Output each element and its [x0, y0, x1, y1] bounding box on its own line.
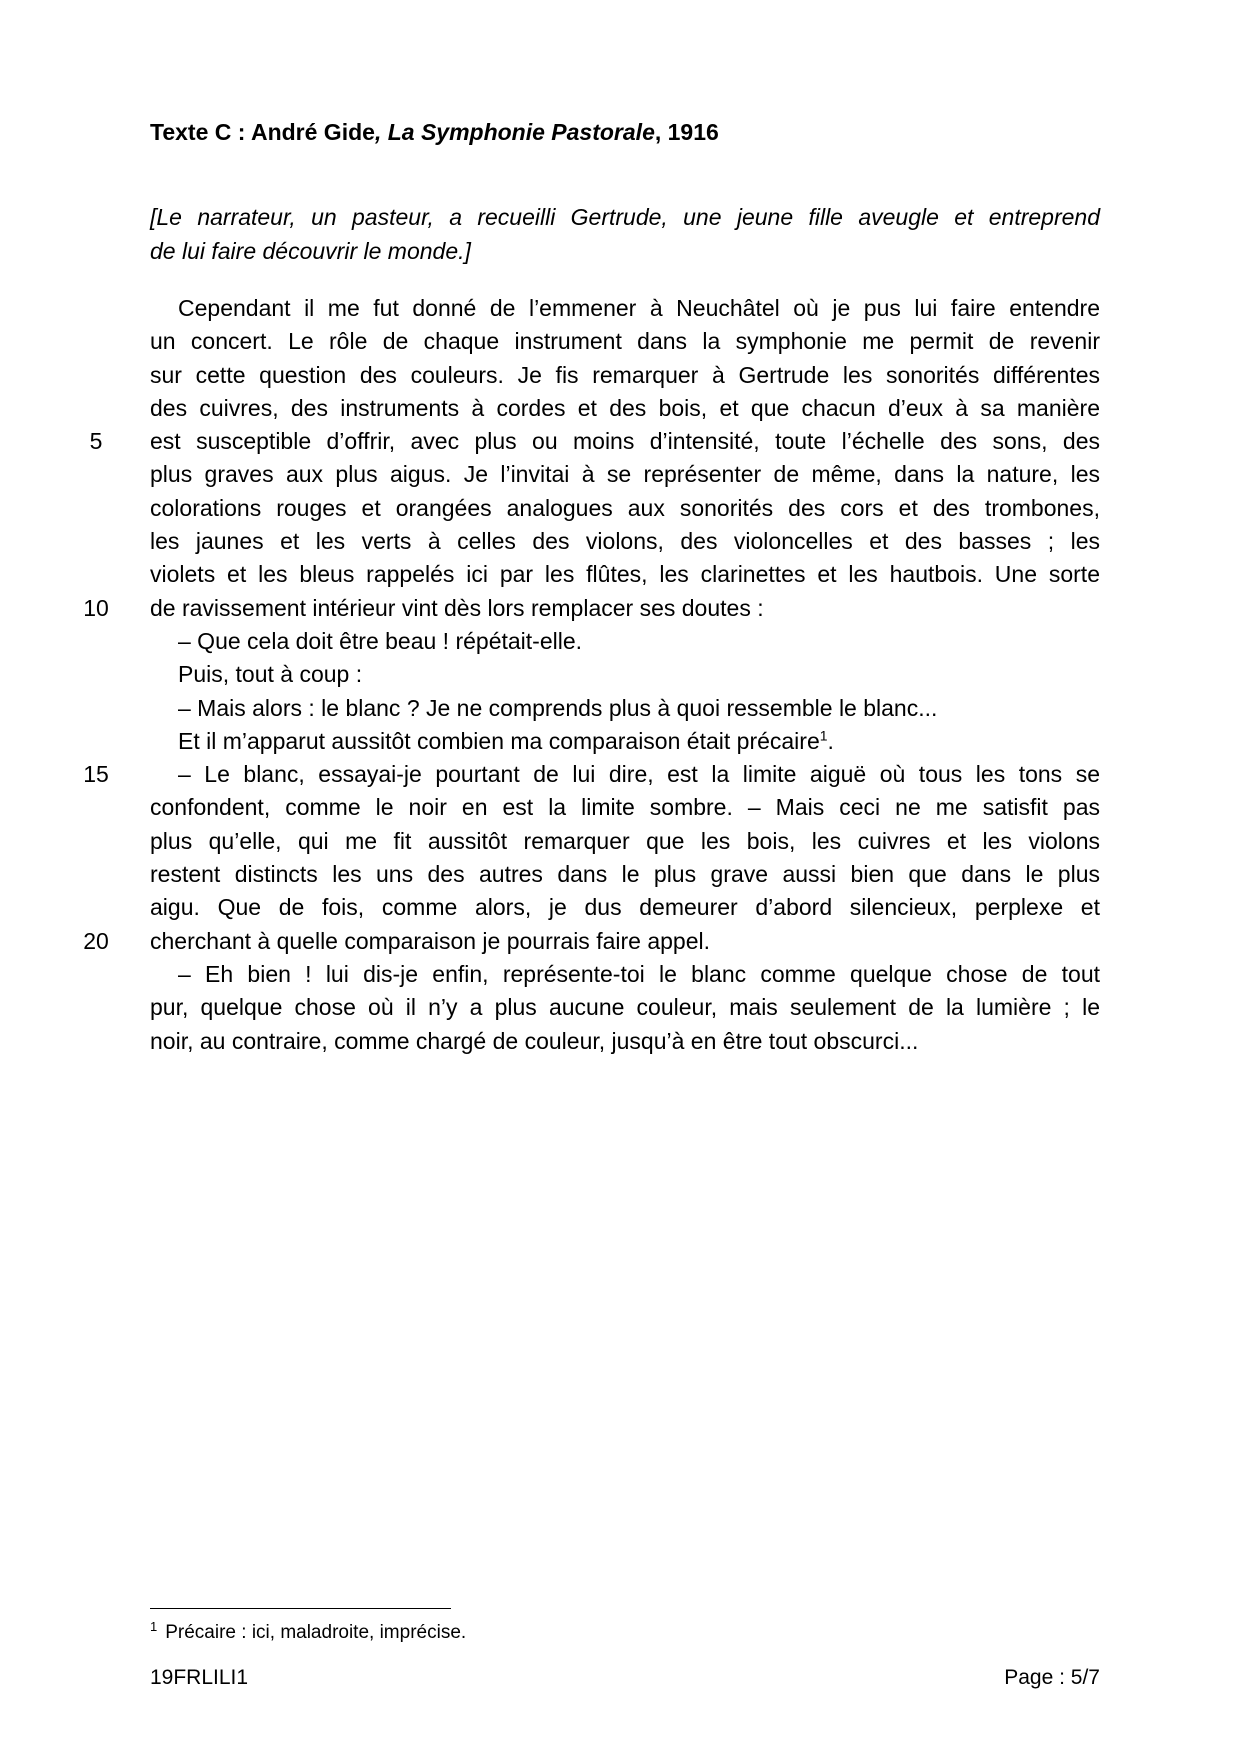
line-number: 20 — [83, 927, 109, 954]
line-number: 5 — [89, 428, 103, 455]
text-line: restent distincts les uns des autres dans le plus grave aussi bien que dans le plus — [150, 861, 1100, 888]
text-line: pur, quelque chose où il n’y a plus aucune couleur, mais seulement de la lumière ; le — [150, 994, 1100, 1021]
intro-line: [Le narrateur, un pasteur, a recueilli Gertrude, une jeune fille aveugle et entreprend — [150, 204, 1100, 230]
text-line: plus qu’elle, qui me fit aussitôt remarquer que les bois, les cuivres et les violons — [150, 827, 1100, 854]
intro-line: de lui faire découvrir le monde.] — [150, 238, 471, 264]
text-line: les jaunes et les verts à celles des violons, des violoncelles et des basses ; les — [150, 528, 1100, 555]
title-year: , 1916 — [654, 119, 719, 145]
text-line: colorations rouges et orangées analogues aux sonorités des cors et des trombones, — [150, 494, 1100, 521]
text-line-with-footnote — [150, 725, 1100, 758]
dialogue-line: – Le blanc, essayai-je pourtant de lui dire, est la limite aiguë où tous les tons se — [178, 761, 1100, 788]
text-line: aigu. Que de fois, comme alors, je dus demeurer d’abord silencieux, perplexe et — [150, 894, 1100, 921]
document-title — [150, 116, 719, 148]
text-line-content: Et il m’apparut aussitôt combien ma comparaison était précaire — [178, 727, 820, 754]
dialogue-line: – Mais alors : le blanc ? Je ne comprends plus à quoi ressemble le blanc... — [178, 694, 938, 721]
text-line: sur cette question des couleurs. Je fis remarquer à Gertrude les sonorités différentes — [150, 361, 1100, 388]
line-number: 10 — [83, 594, 109, 621]
footnote — [150, 1620, 466, 1646]
text-line: confondent, comme le noir en est la limite sombre. – Mais ceci ne me satisfit pas — [150, 794, 1100, 821]
footnote-separator — [150, 1608, 451, 1609]
line-number: 15 — [83, 761, 109, 788]
text-line: plus graves aux plus aigus. Je l’invitai à se représenter de même, dans la nature, les — [150, 461, 1100, 488]
dialogue-line: – Que cela doit être beau ! répétait-elle. — [178, 627, 583, 654]
dialogue-line: – Eh bien ! lui dis-je enfin, représente-toi le blanc comme quelque chose de tout — [178, 960, 1100, 987]
document-code: 19FRLILI1 — [150, 1666, 249, 1689]
title-separator: , — [374, 119, 388, 145]
excerpt-body — [150, 292, 1100, 1058]
text-line: est susceptible d’offrir, avec plus ou moins d’intensité, toute l’échelle des sons, des — [150, 428, 1100, 455]
footnote-text: Précaire : ici, maladroite, imprécise. — [165, 1622, 467, 1643]
text-line: cherchant à quelle comparaison je pourrais faire appel. — [150, 927, 710, 954]
text-line: Puis, tout à coup : — [178, 661, 363, 688]
text-line: noir, au contraire, comme chargé de couleur, jusqu’à en être tout obscurci... — [150, 1027, 919, 1054]
text-line-end: . — [827, 727, 834, 754]
page-number: Page : 5/7 — [1004, 1666, 1100, 1689]
footnote-reference: 1 — [819, 727, 828, 744]
title-work: La Symphonie Pastorale — [387, 119, 655, 145]
text-line: Cependant il me fut donné de l’emmener à Neuchâtel où je pus lui faire entendre — [178, 295, 1100, 321]
text-line: de ravissement intérieur vint dès lors remplacer ses doutes : — [150, 594, 764, 621]
footnote-marker: 1 — [150, 1618, 158, 1634]
text-line: des cuivres, des instruments à cordes et des bois, et que chacun d’eux à sa manière — [150, 394, 1100, 421]
text-line: un concert. Le rôle de chaque instrument dans la symphonie me permit de revenir — [150, 328, 1100, 355]
intro-paragraph — [150, 200, 1100, 268]
text-line: violets et les bleus rappelés ici par les flûtes, les clarinettes et les hautbois. Une sorte — [150, 561, 1100, 588]
title-author: Texte C : André Gide — [150, 119, 375, 145]
